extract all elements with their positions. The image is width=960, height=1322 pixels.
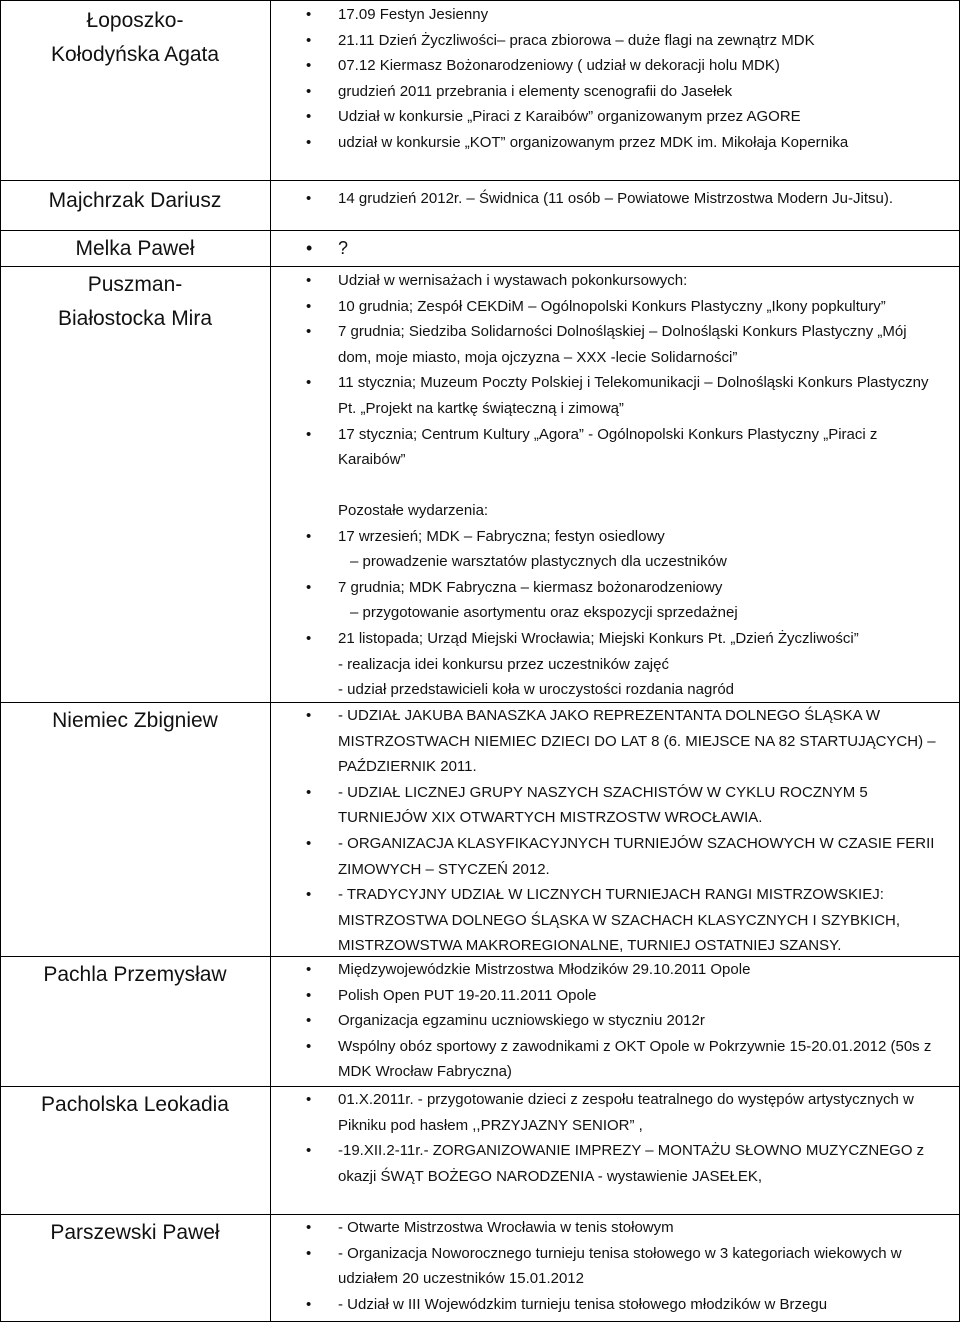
list-item: • - Udział w III Wojewódzkim turnieju tenisa stołowego młodzików w Brzegu — [300, 1292, 940, 1318]
list-item: • 14 grudzień 2012r. – Świdnica (11 osób – Powiatowe Mistrzostwa Modern Ju-Jitsu). — [300, 186, 940, 212]
person-name: Niemiec Zbigniew — [52, 709, 218, 732]
row-parszewski — [0, 1214, 960, 1322]
activity-list — [300, 268, 940, 473]
table-border-top — [0, 0, 960, 1]
list-item: • - UDZIAŁ JAKUBA BANASZKA JAKO REPREZENTANTA DOLNEGO ŚLĄSKA W MISTRZOSTWACH NIEMIEC DZIECI DO LAT 8 (6. MIEJSCE NA 82 STARTUJĄCYCH) – PAŹDZIERNIK 2011. — [300, 703, 940, 780]
person-name: Parszewski Paweł — [50, 1221, 220, 1244]
list-item: • 17 stycznia; Centrum Kultury „Agora” - Ogólnopolski Konkurs Plastyczny „Piraci z Karaibów” — [300, 422, 940, 473]
list-item: • Udział w konkursie „Piraci z Karaibów” organizowanym przez AGORE — [300, 104, 940, 130]
table-border-left — [0, 0, 1, 1322]
list-item: – przygotowanie asortymentu oraz ekspozycji sprzedażnej — [350, 604, 738, 622]
list-item: • Polish Open PUT 19-20.11.2011 Opole — [300, 983, 940, 1009]
person-name-line: Łoposzko- — [86, 9, 184, 32]
list-item: • Wspólny obóz sportowy z zawodnikami z OKT Opole w Pokrzywnie 15-20.01.2012 (50s z MDK Wrocław Fabryczna) — [300, 1034, 940, 1085]
other-events-list — [300, 498, 940, 703]
person-name-line: Puszman- — [87, 273, 183, 296]
person-name: Pachla Przemysław — [43, 963, 227, 986]
activity-list — [300, 186, 940, 212]
list-item: • - Otwarte Mistrzostwa Wrocławia w tenis stołowym — [300, 1215, 940, 1241]
activity-list — [300, 703, 940, 959]
list-item: • 7 grudnia; MDK Fabryczna – kiermasz bożonarodzeniowy — [300, 575, 940, 601]
person-name: Pacholska Leokadia — [41, 1093, 229, 1116]
row-loposzko — [0, 0, 960, 180]
person-name-line: Kołodyńska Agata — [50, 43, 220, 66]
list-item: • -19.XII.2-11r.- ZORGANIZOWANIE IMPREZY – MONTAŻU SŁOWNO MUZYCZNEGO z okazji ŚWĄT BOŻEGO NARODZENIA - wystawienie JASEŁEK, — [300, 1138, 940, 1189]
list-item: • 21.11 Dzień Życzliwości– praca zbiorowa – duże flagi na zewnątrz MDK — [300, 28, 940, 54]
list-item: - realizacja idei konkursu przez uczestników zajęć — [338, 655, 669, 673]
row-pacholska — [0, 1086, 960, 1214]
unknown-marker: • ? — [338, 238, 348, 259]
activity-list — [300, 957, 940, 1085]
person-name — [0, 268, 270, 336]
row-majchrzak — [0, 180, 960, 230]
row-pachla — [0, 956, 960, 1086]
list-item: • grudzień 2011 przebrania i elementy scenografii do Jasełek — [300, 79, 940, 105]
activity-list — [300, 2, 940, 156]
row-melka — [0, 230, 960, 266]
activity-list — [300, 1215, 940, 1317]
list-item: • 21 listopada; Urząd Miejski Wrocławia; Miejski Konkurs Pt. „Dzień Życzliwości” — [300, 626, 940, 652]
other-events-heading: Pozostałe wydarzenia: — [338, 502, 489, 519]
list-item: • 01.X.2011r. - przygotowanie dzieci z zespołu teatralnego do występów artystycznych w Pikniku pod hasłem ,,PRZYJAZNY SENIOR” , — [300, 1087, 940, 1138]
list-item: - udział przedstawicieli koła w uroczystości rozdania nagród — [338, 681, 735, 699]
list-item: • - ORGANIZACJA KLASYFIKACYJNYCH TURNIEJÓW SZACHOWYCH W CZASIE FERII ZIMOWYCH – STYCZEŃ 2012. — [300, 831, 940, 882]
list-item: • 17 wrzesień; MDK – Fabryczna; festyn osiedlowy — [300, 524, 940, 550]
person-name: Melka Paweł — [75, 237, 195, 260]
list-item: • - TRADYCYJNY UDZIAŁ W LICZNYCH TURNIEJACH RANGI MISTRZOWSKIEJ: MISTRZOSTWA DOLNEGO ŚLĄSKA W SZACHACH KLASYCZNYCH I SZYBKICH, MISTRZOWSTWA MAKROREGIONALNE, TURNIEJ OSTATNIEJ SZANSY. — [300, 882, 940, 959]
list-item: • 11 stycznia; Muzeum Poczty Polskiej i Telekomunikacji – Dolnośląski Konkurs Plastyczny Pt. „Projekt na kartkę świąteczną i zimową” — [300, 370, 940, 421]
person-name — [0, 4, 270, 72]
activity-list — [300, 1087, 940, 1189]
list-item: • Organizacja egzaminu uczniowskiego w styczniu 2012r — [300, 1008, 940, 1034]
list-item: • 17.09 Festyn Jesienny — [300, 2, 940, 28]
list-item: • Międzywojewódzkie Mistrzostwa Młodzików 29.10.2011 Opole — [300, 957, 940, 983]
row-niemiec — [0, 702, 960, 956]
list-item: • udział w konkursie „KOT” organizowanym przez MDK im. Mikołaja Kopernika — [300, 130, 940, 156]
list-item: – prowadzenie warsztatów plastycznych dla uczestników — [350, 553, 727, 571]
list-item: • - UDZIAŁ LICZNEJ GRUPY NASZYCH SZACHISTÓW W CYKLU ROCZNYM 5 TURNIEJÓW XIX OTWARTYCH MISTRZOSTW WROCŁAWIA. — [300, 780, 940, 831]
list-item: • 7 grudnia; Siedziba Solidarności Dolnośląskiej – Dolnośląski Konkurs Plastyczny „Mój dom, moje miasto, moja ojczyzna – XXX -lecie Solidarności” — [300, 319, 940, 370]
column-divider — [270, 0, 271, 1322]
list-item: • - Organizacja Noworocznego turnieju tenisa stołowego w 3 kategoriach wiekowych w udziałem 20 uczestników 15.01.2012 — [300, 1241, 940, 1292]
list-item: • 10 grudnia; Zespół CEKDiM – Ogólnopolski Konkurs Plastyczny „Ikony popkultury” — [300, 294, 940, 320]
person-name: Majchrzak Dariusz — [48, 189, 222, 212]
list-item: • Udział w wernisażach i wystawach pokonkursowych: — [300, 268, 940, 294]
list-item: • 07.12 Kiermasz Bożonarodzeniowy ( udział w dekoracji holu MDK) — [300, 53, 940, 79]
row-puszman — [0, 266, 960, 702]
person-name-line: Białostocka Mira — [57, 307, 213, 330]
